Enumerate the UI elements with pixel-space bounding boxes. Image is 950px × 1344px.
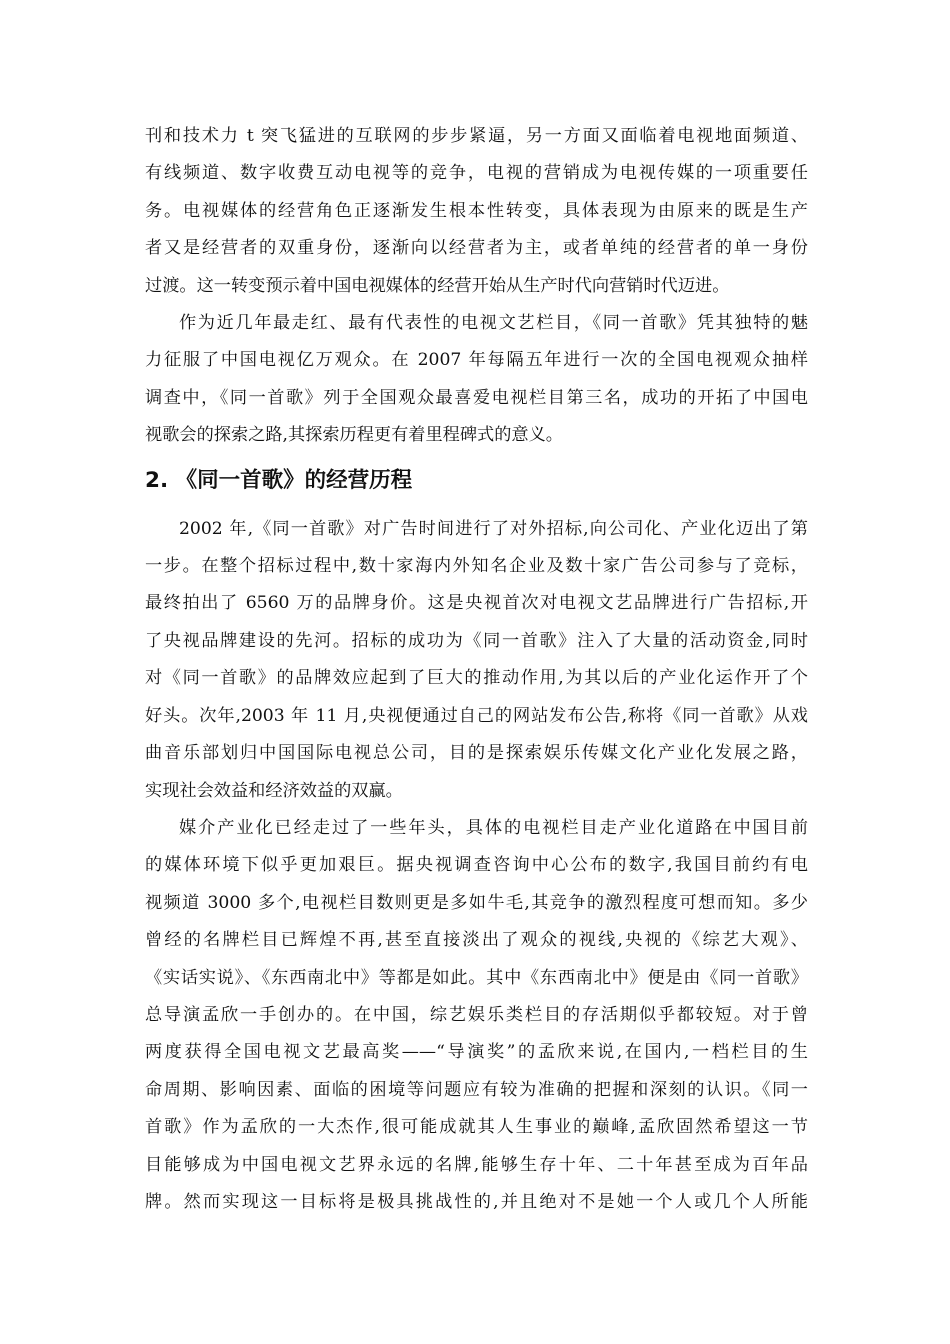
text-line: 总导演孟欣一手创办的。在中国，综艺娱乐类栏目的存活期似乎都较短。对于曾 — [145, 1004, 808, 1025]
text-line: 力征服了中国电视亿万观众。在 2007 年每隔五年进行一次的全国电视观众抽样 — [145, 350, 808, 371]
text-line: 了央视品牌建设的先河。招标的成功为《同一首歌》注入了大量的活动资金,同时 — [145, 630, 808, 651]
text-line: 刊和技术力 t 突飞猛进的互联网的步步紧逼，另一方面又面临着电视地面频道、 — [145, 126, 808, 146]
paragraph-program-intro — [145, 305, 808, 455]
text-line: 者又是经营者的双重身份，逐渐向以经营者为主，或者单纯的经营者的单一身份 — [145, 238, 808, 259]
paragraph-bidding-history — [145, 511, 808, 810]
text-line: 牌。然而实现这一目标将是极具挑战性的,并且绝对不是她一个人或几个人所能 — [145, 1191, 808, 1212]
text-line: 最终拍出了 6560 万的品牌身价。这是央视首次对电视文艺品牌进行广告招标,开 — [145, 593, 808, 614]
text-line: 2002 年,《同一首歌》对广告时间进行了对外招标,向公司化、产业化迈出了第 — [179, 518, 808, 539]
text-line: 目能够成为中国电视文艺界永远的名牌,能够生存十年、二十年甚至成为百年品 — [145, 1154, 808, 1175]
text-line: 一步。在整个招标过程中,数十家海内外知名企业及数十家广告公司参与了竞标， — [145, 556, 808, 577]
text-line: 务。电视媒体的经营角色正逐渐发生根本性转变，具体表现为由原来的既是生产 — [145, 200, 808, 221]
text-line: 的媒体环境下似乎更加艰巨。据央视调查咨询中心公布的数字,我国目前约有电 — [145, 855, 808, 876]
text-line: 视频道 3000 多个,电视栏目数则更是多如牛毛,其竞争的激烈程度可想而知。多少 — [145, 892, 808, 913]
text-line: 媒介产业化已经走过了一些年头，具体的电视栏目走产业化道路在中国目前 — [179, 817, 808, 838]
text-line: 视歌会的探索之路,其探索历程更有着里程碑式的意义。 — [145, 425, 563, 446]
text-line: 《实话实说》、《东西南北中》等都是如此。其中《东西南北中》便是由《同一首歌》 — [145, 967, 808, 988]
text-line: 曲音乐部划归中国国际电视总公司，目的是探索娱乐传媒文化产业化发展之路， — [145, 743, 808, 764]
text-line: 有线频道、数字收费互动电视等的竞争，电视的营销成为电视传媒的一项重要任 — [145, 163, 808, 184]
text-line: 作为近几年最走红、最有代表性的电视文艺栏目，《同一首歌》凭其独特的魅 — [179, 313, 808, 334]
paragraph-intro-continued — [145, 118, 808, 305]
text-line: 曾经的名牌栏目已辉煌不再,甚至直接淡出了观众的视线,央视的《综艺大观》、 — [145, 930, 808, 951]
text-line: 好头。次年,2003 年 11 月,央视便通过自己的网站发布公告,称将《同一首歌》从戏 — [145, 705, 808, 726]
text-line: 过渡。这一转变预示着中国电视媒体的经营开始从生产时代向营销时代迈进。 — [145, 275, 730, 296]
text-line: 实现社会效益和经济效益的双赢。 — [145, 780, 403, 801]
paragraph-industrialization — [145, 810, 808, 1221]
text-line: 对《同一首歌》的品牌效应起到了巨大的推动作用,为其以后的产业化运作开了个 — [145, 668, 808, 689]
text-line: 调查中，《同一首歌》列于全国观众最喜爱电视栏目第三名，成功的开拓了中国电 — [145, 387, 808, 408]
section-heading: 2. 《同一首歌》的经营历程 — [145, 467, 413, 493]
text-line: 命周期、影响因素、面临的困境等问题应有较为准确的把握和深刻的认识。《同一 — [145, 1079, 808, 1100]
text-line: 两度获得全国电视文艺最高奖——“导演奖”的孟欣来说,在国内,一档栏目的生 — [145, 1042, 808, 1063]
text-line: 首歌》作为孟欣的一大杰作,很可能成就其人生事业的巅峰,孟欣固然希望这一节 — [145, 1117, 808, 1138]
document-page — [145, 118, 808, 1221]
